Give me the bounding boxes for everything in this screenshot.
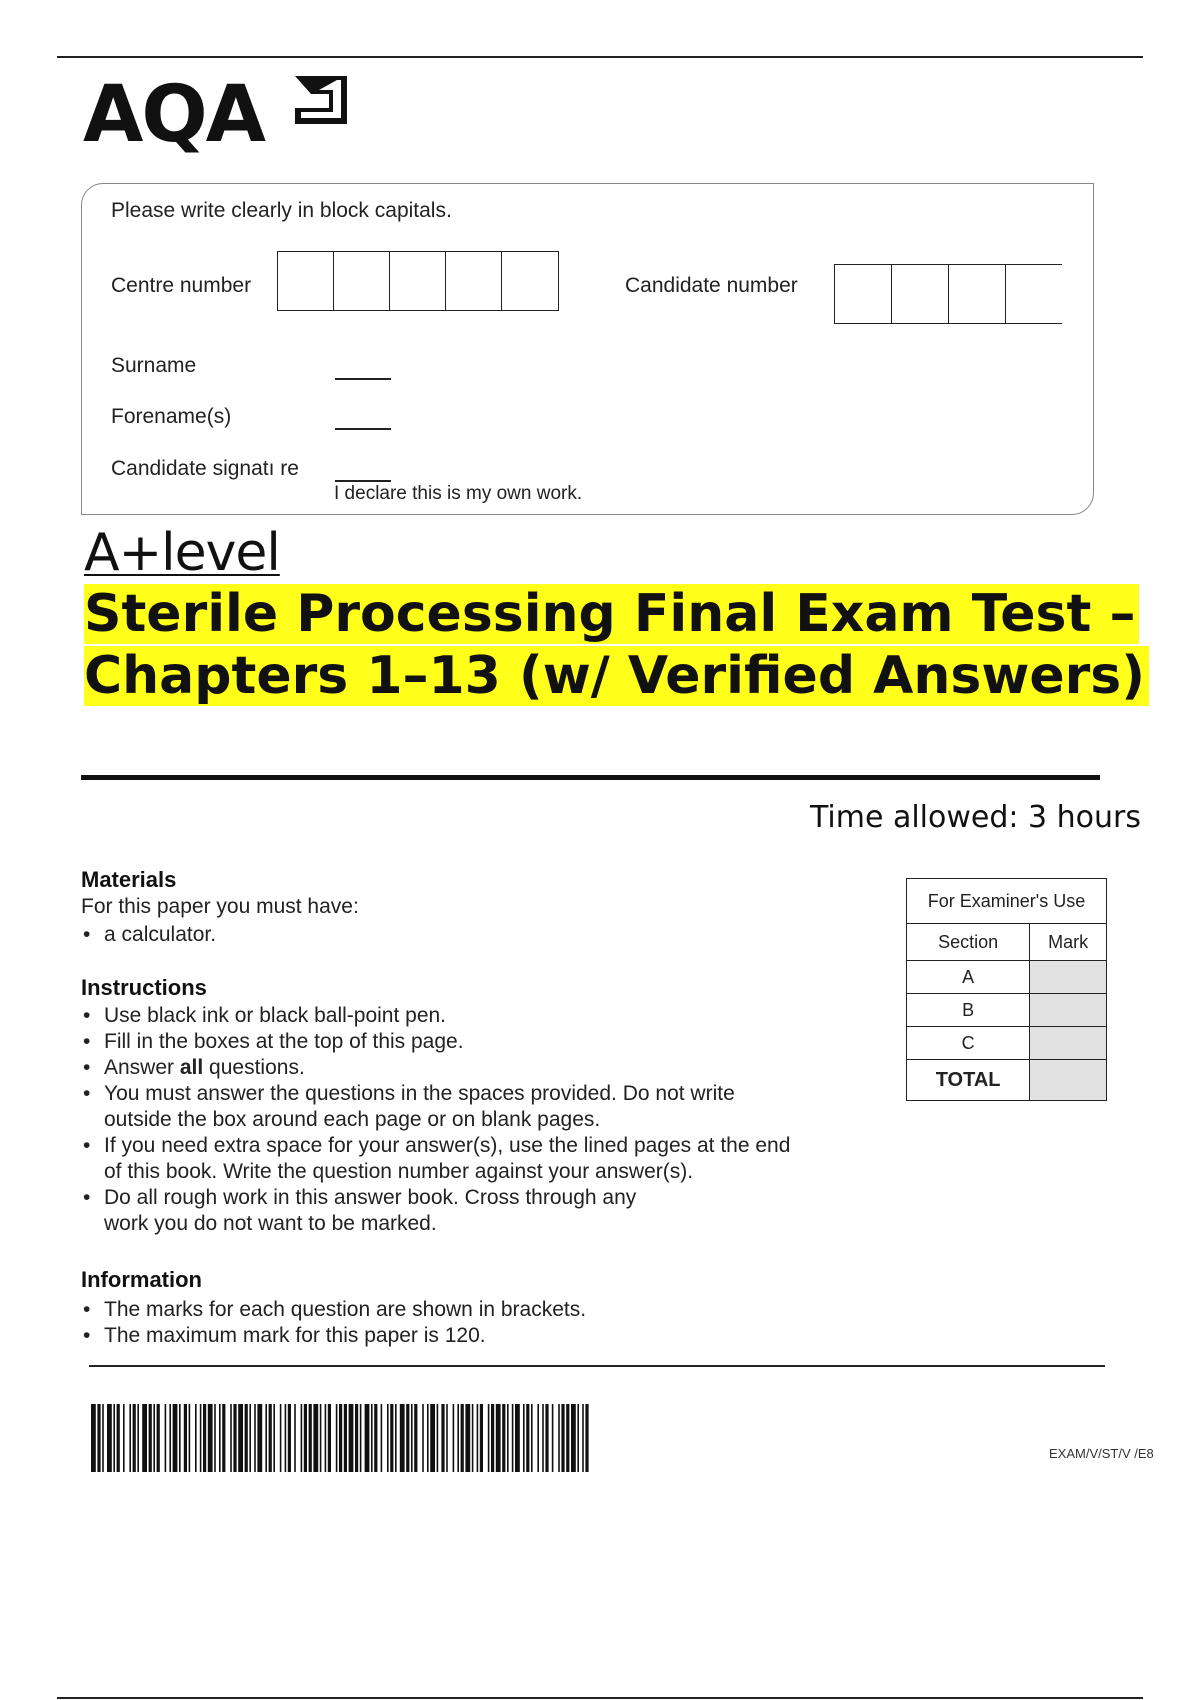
footer-rule	[89, 1365, 1105, 1367]
total-row	[907, 1060, 1107, 1101]
list-item	[81, 1081, 841, 1133]
barcode-bar	[273, 1404, 275, 1472]
barcode-bar	[320, 1404, 322, 1472]
table-row	[907, 994, 1107, 1027]
barcode-bar	[457, 1404, 459, 1472]
centre-digit-box[interactable]	[390, 252, 446, 310]
answer-all-post: questions.	[203, 1056, 305, 1079]
footer-code: EXAM/V/ST/V /E8	[1049, 1446, 1154, 1461]
barcode-bar	[184, 1404, 187, 1472]
barcode-bar	[531, 1404, 533, 1472]
barcode-bar	[571, 1404, 576, 1472]
barcode-bar	[165, 1404, 167, 1472]
list-item	[81, 1185, 841, 1237]
aqa-logo	[83, 70, 348, 165]
barcode-bar	[523, 1404, 525, 1472]
barcode-bar	[238, 1404, 243, 1472]
barcode-bar	[406, 1404, 409, 1472]
barcode-bar	[214, 1404, 216, 1472]
barcode-bar	[137, 1404, 139, 1472]
candidate-digit-box[interactable]	[1006, 265, 1062, 323]
barcode-bar	[566, 1404, 569, 1472]
barcode-bar	[441, 1404, 444, 1472]
barcode-bar	[142, 1404, 147, 1472]
barcode-bar	[512, 1404, 514, 1472]
barcode-bar	[472, 1404, 474, 1472]
barcode-bar	[129, 1404, 131, 1472]
barcode-bar	[113, 1404, 115, 1472]
barcode-bar	[371, 1404, 373, 1472]
barcode-bar	[387, 1404, 389, 1472]
barcode-bar	[222, 1404, 225, 1472]
candidate-digit-box[interactable]	[892, 265, 949, 323]
list-item	[81, 1133, 841, 1185]
list-item-line: outside the box around each page or on blank pages.	[104, 1108, 601, 1131]
barcode-bar	[502, 1404, 505, 1472]
signature-field[interactable]	[335, 480, 391, 482]
barcode-bar	[422, 1404, 424, 1472]
barcode-bar	[230, 1404, 232, 1472]
barcode-bar	[294, 1404, 296, 1472]
barcode-bar	[97, 1404, 100, 1472]
barcode-bar	[496, 1404, 501, 1472]
barcode-bar	[254, 1404, 256, 1472]
section-column-header: Section	[907, 924, 1030, 961]
candidate-number-label: Candidate number	[625, 274, 798, 297]
information-list	[81, 1297, 586, 1349]
surname-field[interactable]	[335, 378, 391, 380]
barcode-bar	[344, 1404, 347, 1472]
barcode-bar	[437, 1404, 439, 1472]
barcode-bar	[488, 1404, 490, 1472]
table-row	[907, 1027, 1107, 1060]
barcode-bar	[577, 1404, 579, 1472]
barcode-bar	[189, 1404, 191, 1472]
materials-list	[81, 922, 216, 948]
barcode-bar	[349, 1404, 354, 1472]
mark-cell[interactable]	[1030, 961, 1107, 994]
barcode-bar	[179, 1404, 181, 1472]
signature-label: Candidate signatı re	[111, 457, 299, 480]
barcode-bar	[453, 1404, 455, 1472]
list-item: • a calculator.	[81, 922, 216, 948]
section-cell: C	[907, 1027, 1030, 1060]
barcode-bar	[537, 1404, 539, 1472]
barcode-bar	[430, 1404, 435, 1472]
barcode-bar	[446, 1404, 448, 1472]
instructions-list	[81, 1003, 841, 1237]
list-item-line: • Do all rough work in this answer book. Cross through any	[104, 1186, 637, 1209]
forename-label: Forename(s)	[111, 405, 232, 428]
barcode-bar	[280, 1404, 282, 1472]
mark-cell[interactable]	[1030, 994, 1107, 1027]
table-row	[907, 961, 1107, 994]
exam-title-line-1: Sterile Processing Final Exam Test –	[84, 584, 1139, 644]
barcode-bar	[91, 1404, 96, 1472]
barcode-bar	[153, 1404, 155, 1472]
examiner-use-table	[906, 878, 1107, 1101]
barcode-bar	[461, 1404, 464, 1472]
materials-intro: For this paper you must have:	[81, 895, 359, 918]
surname-label: Surname	[111, 354, 197, 377]
barcode-bar	[208, 1404, 213, 1472]
list-item: • The marks for each question are shown in brackets.	[81, 1297, 586, 1323]
barcode-bar	[325, 1404, 327, 1472]
centre-number-boxes[interactable]	[277, 251, 559, 311]
list-item	[81, 1055, 841, 1081]
centre-digit-box[interactable]	[446, 252, 502, 310]
barcode-bar	[269, 1404, 272, 1472]
barcode-bar	[360, 1404, 362, 1472]
barcode-bar	[515, 1404, 520, 1472]
answer-all-pre: Answer	[104, 1056, 180, 1079]
title-divider	[81, 775, 1100, 780]
top-rule	[57, 56, 1143, 58]
barcode-bar	[328, 1404, 331, 1472]
barcode-bar	[203, 1404, 206, 1472]
barcode-bar	[257, 1404, 262, 1472]
barcode-bar	[355, 1404, 358, 1472]
barcode-bar	[288, 1404, 291, 1472]
list-item: • Use black ink or black ball-point pen.	[81, 1003, 841, 1029]
logo-mark-icon	[289, 72, 349, 128]
bottom-rule	[57, 1697, 1143, 1699]
barcode-bar	[117, 1404, 120, 1472]
barcode-bar	[507, 1404, 509, 1472]
mark-cell[interactable]	[1030, 1027, 1107, 1060]
barcode-bar	[477, 1404, 479, 1472]
barcode-bar	[313, 1404, 318, 1472]
barcode-bar	[427, 1404, 429, 1472]
barcode-bar	[552, 1404, 554, 1472]
barcode-bar	[157, 1404, 160, 1472]
barcode-bar	[336, 1404, 338, 1472]
centre-digit-box[interactable]	[334, 252, 390, 310]
barcode-bar	[339, 1404, 342, 1472]
barcode-bar	[309, 1404, 312, 1472]
list-item-line: of this book. Write the question number against your answer(s).	[104, 1160, 694, 1183]
candidate-digit-box[interactable]	[949, 265, 1006, 323]
forename-field[interactable]	[335, 428, 391, 430]
barcode-bar	[123, 1404, 125, 1472]
list-item-line: • You must answer the questions in the spaces provided. Do not write	[104, 1082, 735, 1105]
centre-digit-box[interactable]	[502, 252, 558, 310]
candidate-digit-box[interactable]	[835, 265, 892, 323]
barcode-bar	[465, 1404, 470, 1472]
barcode-bar	[411, 1404, 413, 1472]
centre-number-label: Centre number	[111, 274, 252, 297]
barcode-bar	[561, 1404, 564, 1472]
section-cell: A	[907, 961, 1030, 994]
barcode-bar	[102, 1404, 104, 1472]
declaration-text: I declare this is my own work.	[334, 483, 583, 504]
candidate-number-boxes[interactable]	[834, 264, 1062, 324]
barcode-bar	[585, 1404, 588, 1472]
centre-digit-box[interactable]	[278, 252, 334, 310]
total-label: TOTAL	[907, 1060, 1030, 1101]
barcode-bar	[480, 1404, 483, 1472]
barcode-bar	[304, 1404, 307, 1472]
barcode-bar	[414, 1404, 417, 1472]
barcode-bar	[374, 1404, 377, 1472]
information-heading: Information	[81, 1267, 202, 1292]
barcode-bar	[249, 1404, 251, 1472]
logo-text: AQA	[83, 70, 265, 160]
barcode-bar	[381, 1404, 383, 1472]
mark-column-header: Mark	[1030, 924, 1107, 961]
barcode-bar	[133, 1404, 136, 1472]
barcode-bar	[219, 1404, 221, 1472]
barcode-bar	[526, 1404, 529, 1472]
time-allowed: Time allowed: 3 hours	[810, 800, 1142, 835]
list-item: • Fill in the boxes at the top of this page.	[81, 1029, 841, 1055]
barcode-bar	[285, 1404, 287, 1472]
barcode-bar	[149, 1404, 152, 1472]
barcode-bar	[545, 1404, 548, 1472]
list-item: • The maximum mark for this paper is 120.	[81, 1323, 586, 1349]
barcode-bar	[558, 1404, 560, 1472]
list-item-line: work you do not want to be marked.	[104, 1212, 437, 1235]
barcode-bar	[390, 1404, 393, 1472]
materials-heading: Materials	[81, 867, 177, 892]
barcode-bar	[542, 1404, 544, 1472]
examiner-table-header: For Examiner's Use	[907, 879, 1107, 924]
barcode-bar	[301, 1404, 303, 1472]
barcode-bar	[582, 1404, 584, 1472]
barcode-bar	[195, 1404, 197, 1472]
barcode-bar	[169, 1404, 171, 1472]
block-capitals-instruction: Please write clearly in block capitals.	[111, 199, 452, 222]
barcode-bar	[107, 1404, 112, 1472]
barcode-bar	[173, 1404, 178, 1472]
barcode-bar	[233, 1404, 236, 1472]
barcode-bar	[265, 1404, 267, 1472]
exam-title-line-2: Chapters 1–13 (w/ Verified Answers)	[84, 646, 1149, 706]
instructions-heading: Instructions	[81, 975, 207, 1000]
level-heading: A+level	[84, 523, 280, 583]
barcode-bar	[491, 1404, 494, 1472]
barcode	[91, 1404, 593, 1472]
barcode-bar	[400, 1404, 405, 1472]
barcode-bar	[245, 1404, 248, 1472]
exam-title	[84, 583, 1149, 707]
answer-all-bold: all	[179, 1056, 204, 1079]
barcode-bar	[365, 1404, 370, 1472]
barcode-bar	[200, 1404, 202, 1472]
barcode-bar	[395, 1404, 397, 1472]
list-item-line: • If you need extra space for your answer(s), use the lined pages at the end	[104, 1134, 791, 1157]
total-mark-cell[interactable]	[1030, 1060, 1107, 1101]
section-cell: B	[907, 994, 1030, 1027]
